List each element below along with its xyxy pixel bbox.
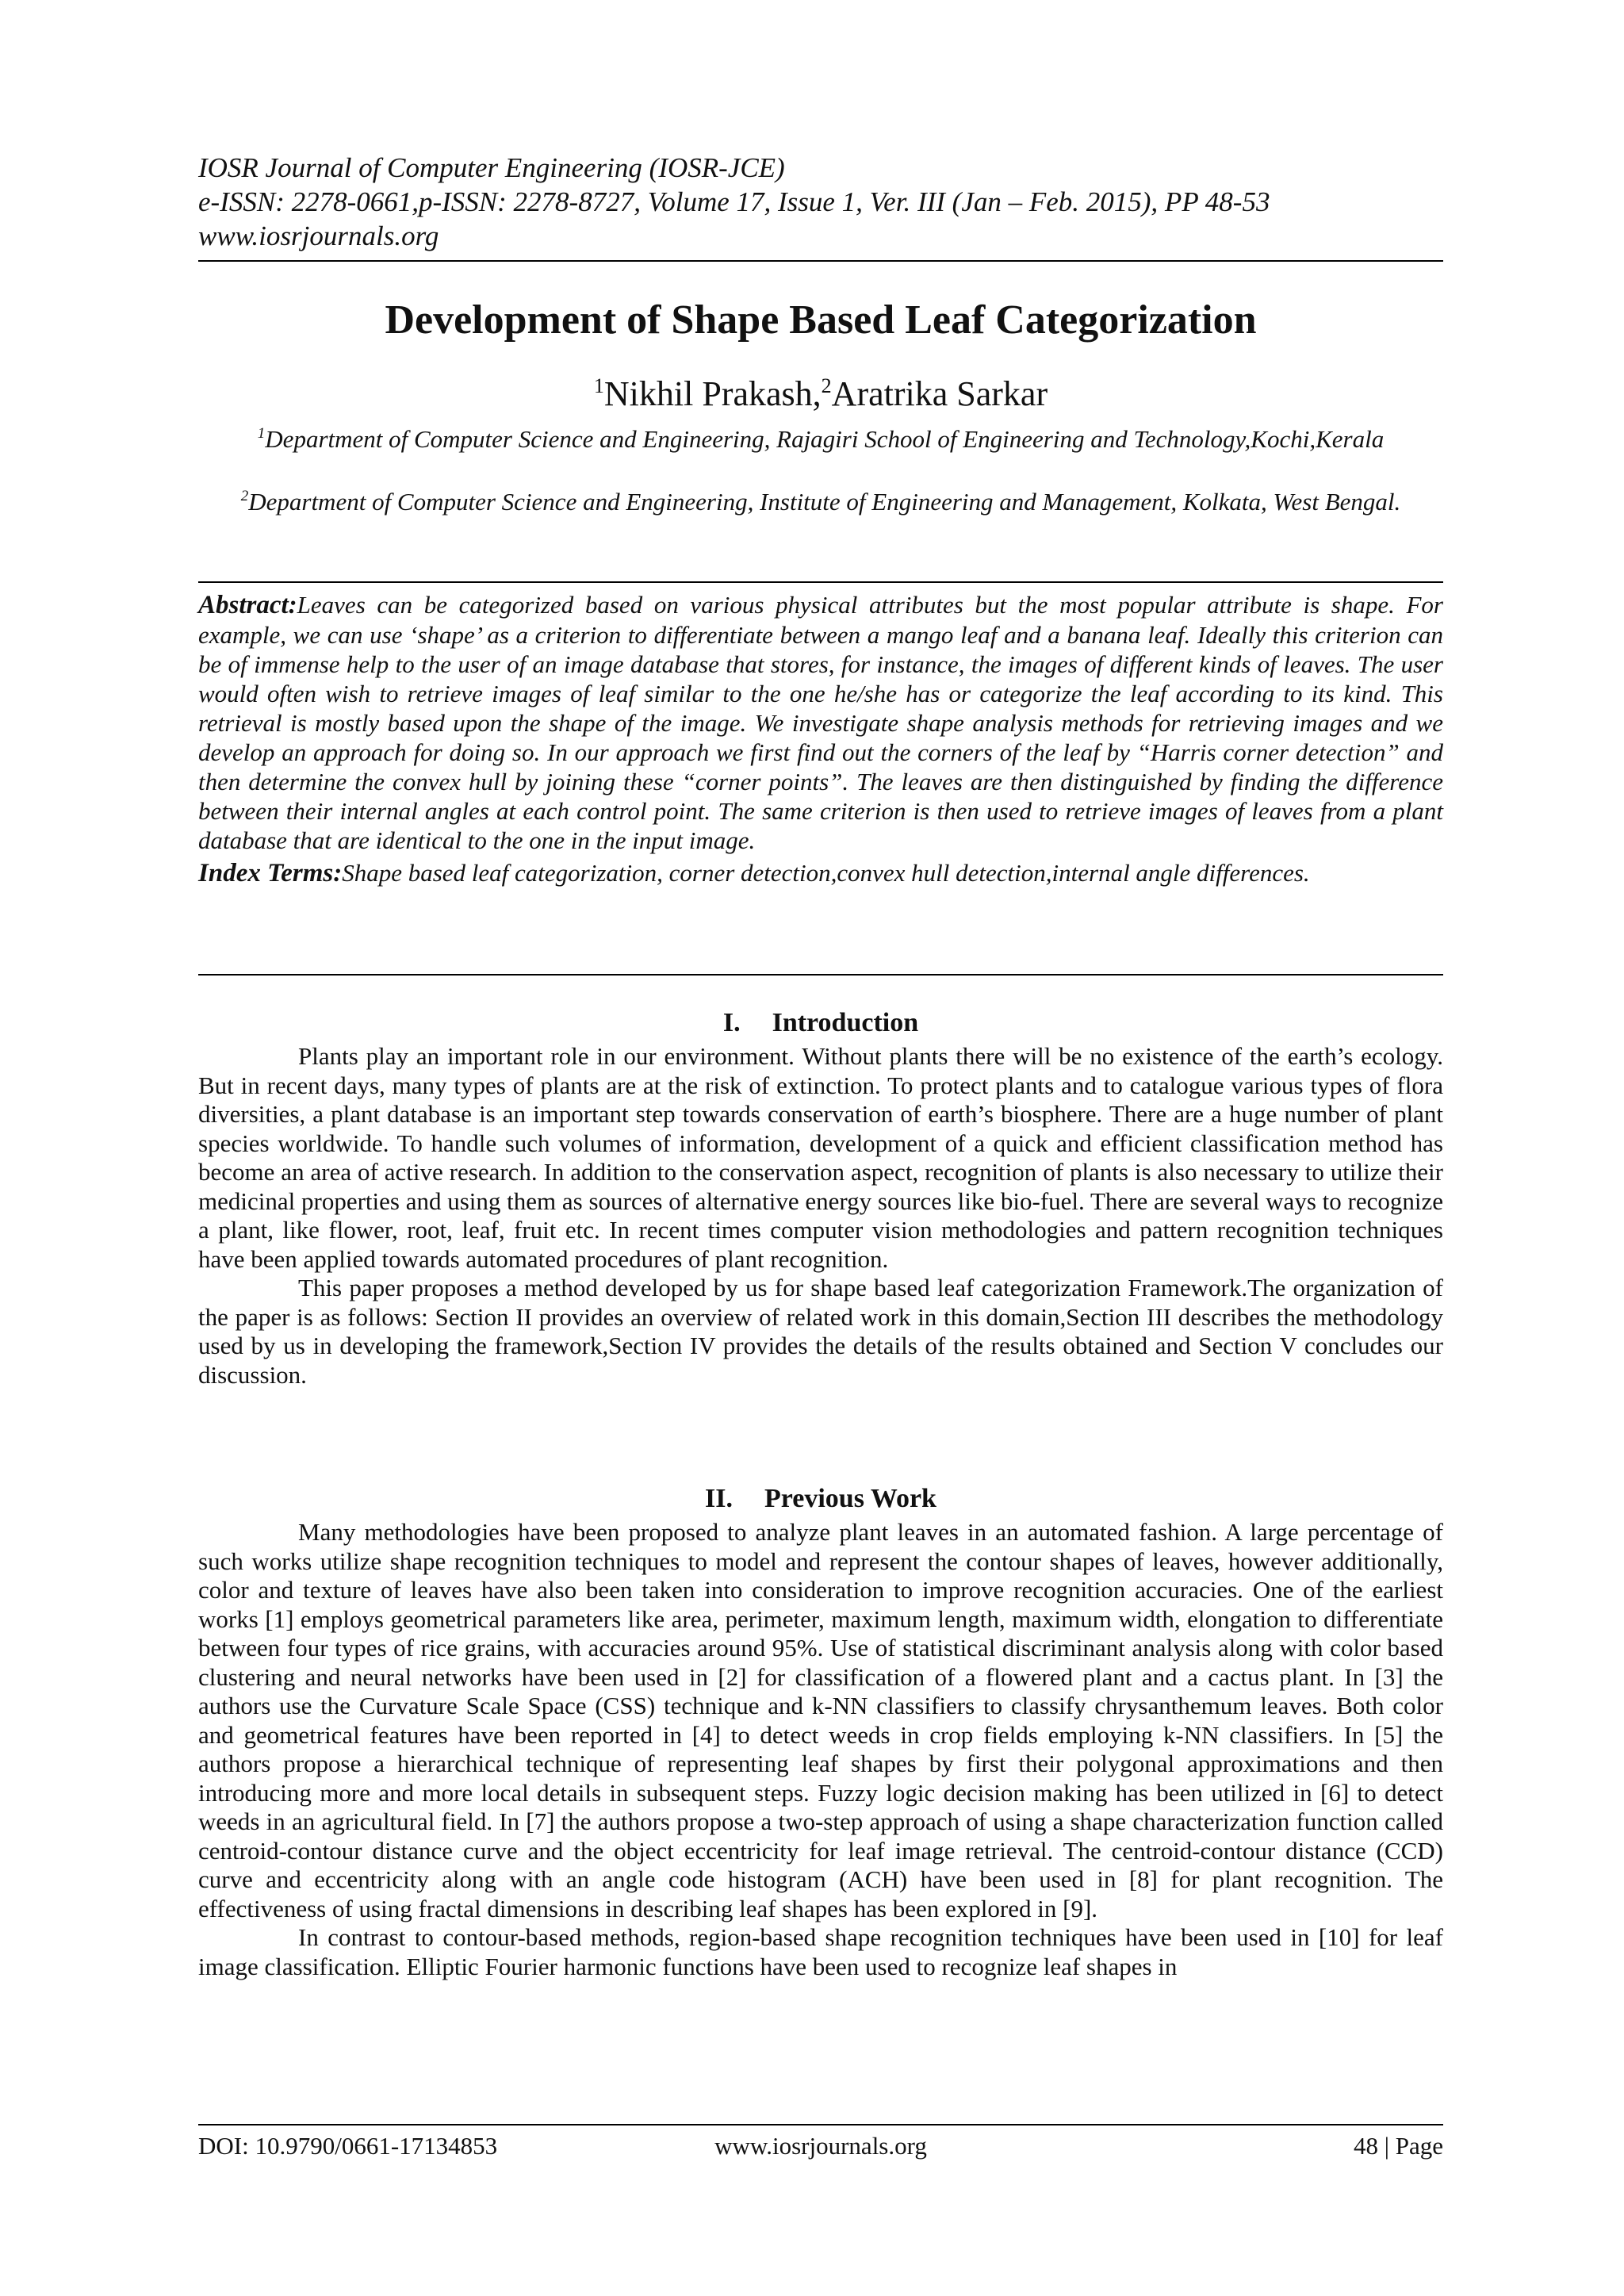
index-terms-paragraph [198, 858, 1443, 888]
affiliation-text: Department of Computer Science and Engineering, Institute of Engineering and Management, Kolkata, West Bengal. [248, 488, 1401, 516]
abstract-top-divider [198, 581, 1443, 583]
section-body-introduction [198, 1042, 1443, 1389]
abstract-label: Abstract: [198, 591, 297, 619]
body-paragraph: Many methodologies have been proposed to analyze plant leaves in an automated fashion. A large percentage of such works utilize shape recognition techniques to model and represent the contour shapes of leaves, however additionally, color and texture of leaves have also been taken into consideration to improve recognition accuracies. One of the earliest works [1] employs geometrical parameters like area, perimeter, maximum length, maximum width, elongation to differentiate between four types of rice grains, with accuracies around 95%. Use of statistical discriminant analysis along with color based clustering and neural networks have been used in [2] for classification of a flowered plant and a cactus plant. In [3] the authors use the Curvature Scale Space (CSS) technique and k-NN classifiers to classify chrysanthemum leaves. Both color and geometrical features have been reported in [4] to detect weeds in crop fields employing k-NN classifiers. In [5] the authors propose a hierarchical technique of representing leaf shapes by first their polygonal approximations and then introducing more and more local details in subsequent steps. Fuzzy logic decision making has been utilized in [6] to detect weeds in an agricultural field. In [7] the authors propose a two-step approach of using a shape characterization function called centroid-contour distance curve and the object eccentricity for leaf image retrieval. The centroid-contour distance (CCD) curve and eccentricity along with an angle code histogram (ACH) have been used in [8] for plant recognition. The effectiveness of using fractal dimensions in describing leaf shapes has been explored in [9]. [198, 1518, 1443, 1922]
abstract-text: Leaves can be categorized based on various physical attributes but the most popular attribute is shape. For example, we can use ‘shape’ as a criterion to differentiate between a mango leaf and a banana leaf. Ideally this criterion can be of immense help to the user of an image database that stores, for instance, the images of different kinds of leaves. The user would often wish to retrieve images of leaf similar to the one he/she has or categorize the leaf according to its kind. This retrieval is mostly based upon the shape of the image. We investigate shape analysis methods for retrieving images and we develop an approach for doing so. In our approach we first find out the corners of the leaf by “Harris corner detection” and then determine the convex hull by joining these “corner points”. The leaves are then distinguished by finding the difference between their internal angles at each control point. The same criterion is then used to retrieve images of leaves from a plant database that are identical to the one in the input image. [198, 591, 1443, 854]
affiliation-2 [198, 487, 1443, 517]
journal-website: www.iosrjournals.org [198, 220, 439, 251]
index-terms-text: Shape based leaf categorization, corner detection,convex hull detection,internal angle differences. [342, 859, 1310, 887]
footer-divider [198, 2124, 1443, 2125]
abstract-bottom-divider [198, 974, 1443, 976]
affiliation-superscript: 1 [257, 425, 266, 442]
footer-page-number: 48 | Page [1354, 2132, 1443, 2160]
author-name: Aratrika Sarkar [831, 374, 1048, 413]
body-paragraph: In contrast to contour-based methods, region-based shape recognition techniques have been used in [10] for leaf image classification. Elliptic Fourier harmonic functions have been used to recognize leaf shapes in [198, 1923, 1443, 1980]
section-heading-previous-work [198, 1483, 1443, 1515]
section-title: Previous Work [764, 1484, 936, 1513]
section-number: II. [705, 1484, 733, 1513]
journal-name: IOSR Journal of Computer Engineering (IOSR-JCE) [198, 152, 785, 183]
footer-website: www.iosrjournals.org [714, 2132, 927, 2160]
issn-volume-line: e-ISSN: 2278-0661,p-ISSN: 2278-8727, Volume 17, Issue 1, Ver. III (Jan – Feb. 2015), PP 48-53 [198, 186, 1270, 217]
body-paragraph: Plants play an important role in our environment. Without plants there will be no existence of the earth’s ecology. But in recent days, many types of plants are at the risk of extinction. To protect plants and to catalogue various types of flora diversities, a plant database is an important step towards conservation of earth’s biosphere. There are a huge number of plant species worldwide. To handle such volumes of information, development of a quick and efficient classification method has become an area of active research. In addition to the conservation aspect, recognition of plants is also necessary to utilize their medicinal properties and using them as sources of alternative energy sources like bio-fuel. There are several ways to recognize a plant, like flower, root, leaf, fruit etc. In recent times computer vision methodologies and pattern recognition techniques have been applied towards automated procedures of plant recognition. [198, 1042, 1443, 1273]
section-body-previous-work [198, 1518, 1443, 1981]
header-divider [198, 260, 1443, 262]
author-superscript: 1 [593, 374, 604, 397]
journal-header [198, 151, 1443, 253]
footer-doi: DOI: 10.9790/0661-17134853 [198, 2132, 498, 2160]
author-list [198, 373, 1443, 416]
section-number: I. [722, 1008, 741, 1037]
author-superscript: 2 [821, 374, 832, 397]
index-terms-label: Index Terms: [198, 859, 343, 887]
affiliation-1 [198, 424, 1443, 454]
section-title: Introduction [772, 1008, 919, 1037]
affiliation-superscript: 2 [240, 488, 249, 504]
abstract-paragraph [198, 590, 1443, 855]
section-heading-introduction [198, 1007, 1443, 1039]
paper-title: Development of Shape Based Leaf Categorization [385, 297, 1257, 343]
page-footer [198, 2130, 1443, 2162]
author-name: Nikhil Prakash, [603, 374, 822, 413]
abstract-block [198, 590, 1443, 888]
affiliation-text: Department of Computer Science and Engineering, Rajagiri School of Engineering and Technology,Kochi,Kerala [265, 425, 1385, 453]
body-paragraph: This paper proposes a method developed by us for shape based leaf categorization Framework.The organization of the paper is as follows: Section II provides an overview of related work in this domain,Section III describes the methodology used by us in developing the framework,Section IV provides the details of the results obtained and Section V concludes our discussion. [198, 1274, 1443, 1389]
